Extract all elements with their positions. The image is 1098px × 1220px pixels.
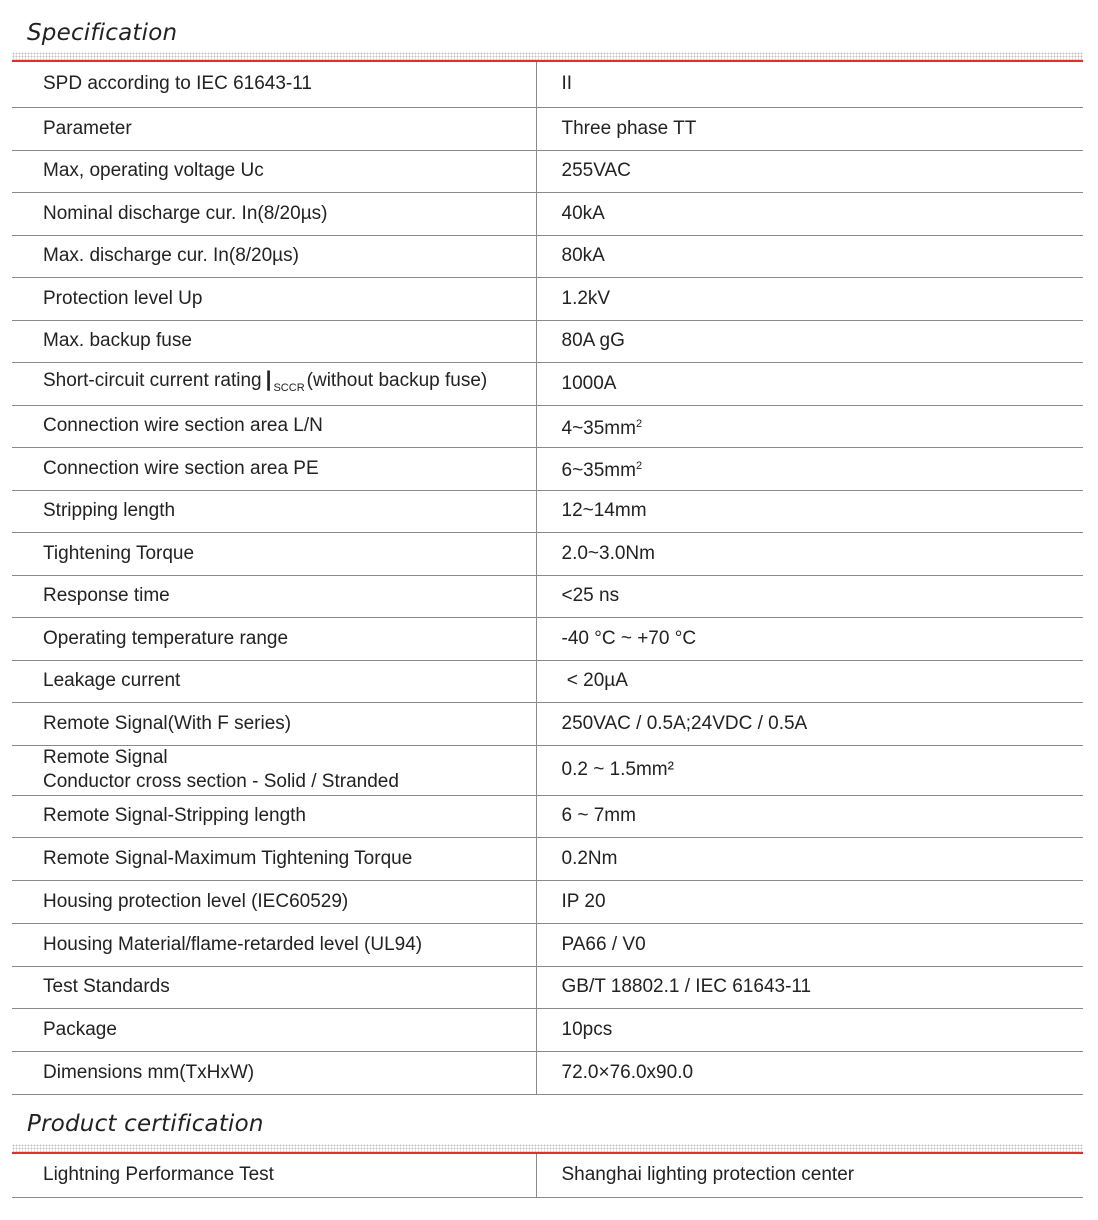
cert-value: Shanghai lighting protection center [536, 1154, 1083, 1197]
spec-label: Nominal discharge cur. In(8/20µs) [12, 192, 536, 235]
spec-row-package [12, 1008, 1083, 1051]
spec-value: 72.0×76.0x90.0 [536, 1051, 1083, 1094]
spec-row-nominal-discharge [12, 192, 1083, 235]
spec-label [12, 362, 536, 405]
spec-row-housing-material [12, 923, 1083, 966]
spec-label-line1: Remote Signal [43, 747, 168, 768]
spec-row-dimensions [12, 1051, 1083, 1094]
spec-row-parameter [12, 107, 1083, 150]
spec-value: 10pcs [536, 1008, 1083, 1051]
spec-row-operating-temperature [12, 617, 1083, 660]
spec-value: 2.0~3.0Nm [536, 532, 1083, 575]
spec-label: Max, operating voltage Uc [12, 150, 536, 192]
spec-value: 1.2kV [536, 277, 1083, 320]
spec-table [12, 62, 1083, 1095]
spec-row-max-operating-voltage [12, 150, 1083, 192]
spec-row-max-discharge [12, 235, 1083, 277]
spec-label: Remote Signal(With F series) [12, 702, 536, 745]
spec-label: Leakage current [12, 660, 536, 702]
spec-row-wire-section-pe [12, 447, 1083, 490]
spec-label: Remote Signal-Stripping length [12, 795, 536, 837]
spec-label: Protection level Up [12, 277, 536, 320]
spec-value [536, 405, 1083, 447]
spec-label: Remote Signal-Maximum Tightening Torque [12, 837, 536, 880]
spec-label-line2: Conductor cross section - Solid / Stranded [43, 771, 399, 792]
spec-value-text: 4~35mm [561, 417, 636, 439]
spec-value: 0.2 ~ 1.5mm² [536, 745, 1083, 795]
spec-label-subscript: SCCR [273, 381, 305, 394]
spec-label: Connection wire section area L/N [12, 405, 536, 447]
spec-value: 12~14mm [536, 490, 1083, 532]
spec-row-response-time [12, 575, 1083, 617]
cert-table [12, 1154, 1083, 1198]
spec-value: 250VAC / 0.5A;24VDC / 0.5A [536, 702, 1083, 745]
spec-label: Max. backup fuse [12, 320, 536, 362]
spec-row-remote-signal-torque [12, 837, 1083, 880]
spec-row-test-standards [12, 966, 1083, 1008]
cert-row-lightning-test [12, 1154, 1083, 1197]
spec-label: Response time [12, 575, 536, 617]
spec-value-superscript: 2 [635, 460, 643, 472]
spec-row-housing-protection [12, 880, 1083, 923]
spec-label [12, 745, 536, 795]
spec-value: -40 °C ~ +70 °C [536, 617, 1083, 660]
spec-value: II [536, 62, 1083, 107]
spec-value: 40kA [536, 192, 1083, 235]
spec-label-text: Short-circuit current rating [43, 369, 262, 391]
spec-value-text: 6~35mm [561, 460, 636, 481]
spec-value: PA66 / V0 [536, 923, 1083, 966]
spec-row-short-circuit-rating [12, 362, 1083, 405]
spec-label: Package [12, 1008, 536, 1051]
spec-row-backup-fuse [12, 320, 1083, 362]
spec-value: 80kA [536, 235, 1083, 277]
cert-label: Lightning Performance Test [12, 1154, 536, 1197]
spec-value: IP 20 [536, 880, 1083, 923]
spec-row-remote-signal [12, 702, 1083, 745]
spec-value: 1000A [536, 362, 1083, 405]
spec-value-superscript: 2 [635, 417, 643, 430]
spec-row-protection-level [12, 277, 1083, 320]
spec-label: Connection wire section area PE [12, 447, 536, 490]
spec-row-spd-class [12, 62, 1083, 107]
cert-title-dotted-rule [12, 1144, 1083, 1152]
spec-section-title: Specification [27, 20, 178, 46]
spec-title-dotted-rule [12, 52, 1083, 60]
spec-value: < 20µA [536, 660, 1083, 702]
spec-label: Stripping length [12, 490, 536, 532]
spec-label: Test Standards [12, 966, 536, 1008]
spec-value: Three phase TT [536, 107, 1083, 150]
spec-label: Tightening Torque [12, 532, 536, 575]
spec-value: 0.2Nm [536, 837, 1083, 880]
spec-label: SPD according to IEC 61643-11 [12, 62, 536, 107]
spec-row-stripping-length [12, 490, 1083, 532]
spec-value: 6 ~ 7mm [536, 795, 1083, 837]
spec-row-remote-signal-conductor [12, 745, 1083, 795]
spec-value: 255VAC [536, 150, 1083, 192]
spec-value: GB/T 18802.1 / IEC 61643-11 [536, 966, 1083, 1008]
spec-label-bar-symbol: | [265, 367, 272, 391]
spec-row-remote-signal-stripping [12, 795, 1083, 837]
spec-value [536, 447, 1083, 490]
spec-label-suffix: (without backup fuse) [306, 369, 488, 391]
spec-label: Housing Material/flame-retarded level (UL94) [12, 923, 536, 966]
spec-row-tightening-torque [12, 532, 1083, 575]
spec-label: Parameter [12, 107, 536, 150]
spec-label: Dimensions mm(TxHxW) [12, 1051, 536, 1094]
spec-label: Max. discharge cur. In(8/20µs) [12, 235, 536, 277]
spec-value: <25 ns [536, 575, 1083, 617]
spec-label: Operating temperature range [12, 617, 536, 660]
spec-row-wire-section-ln [12, 405, 1083, 447]
spec-row-leakage-current [12, 660, 1083, 702]
cert-section-title: Product certification [27, 1111, 264, 1137]
spec-label: Housing protection level (IEC60529) [12, 880, 536, 923]
spec-value: 80A gG [536, 320, 1083, 362]
